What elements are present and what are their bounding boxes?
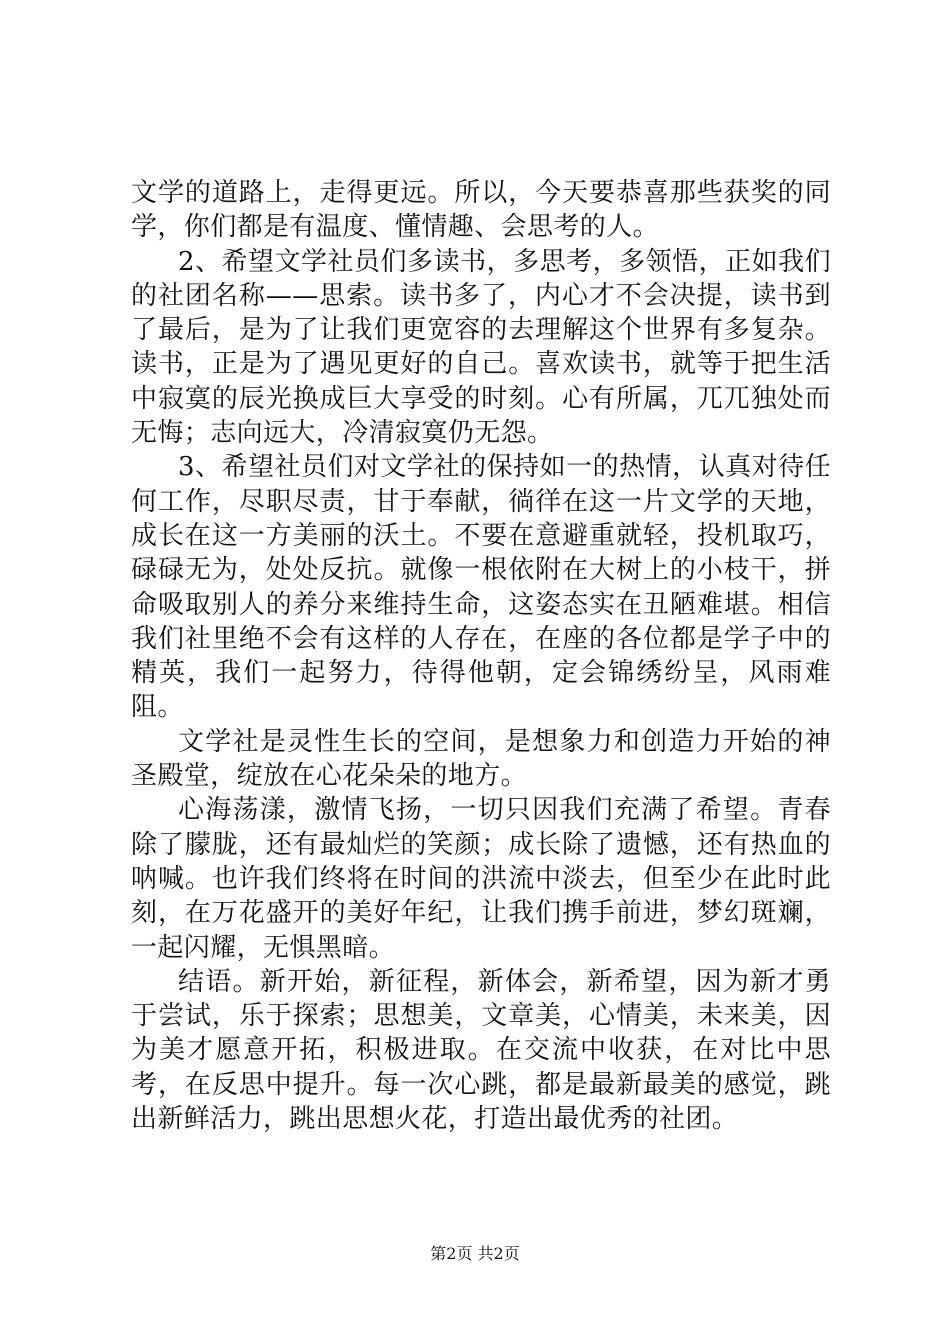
paragraph-literature-club: 文学社是灵性生长的空间，是想象力和创造力开始的神圣殿堂，绽放在心花朵朵的地方。 — [131, 726, 831, 792]
paragraph-point-2: 2、希望文学社员们多读书，多思考，多领悟，正如我们的社团名称——思索。读书多了，内心才不会决提，读书到了最后，是为了让我们更宽容的去理解这个世界有多复杂。读书，正是为了遇见更好的自己。喜欢读书，就等于把生活中寂寞的辰光换成巨大享受的时刻。心有所属，兀兀独处而无悔；志向远大，冷清寂寞仍无怨。 — [131, 246, 831, 449]
paragraph-conclusion: 结语。新开始，新征程，新体会，新希望，因为新才勇于尝试，乐于探索；思想美，文章美，心情美，未来美，因为美才愿意开拓，积极进取。在交流中收获，在对比中思考，在反思中提升。每一次心跳，都是最新最美的感觉，跳出新鲜活力，跳出思想火花，打造出最优秀的社团。 — [131, 966, 831, 1135]
page-number-footer: 第2页 共2页 — [430, 1244, 520, 1263]
paragraph-point-3: 3、希望社员们对文学社的保持如一的热情，认真对待任何工作，尽职尽责，甘于奉献，徜徉在这一片文学的天地，成长在这一方美丽的沃土。不要在意避重就轻，投机取巧，碌碌无为，处处反抗。就像一根依附在大树上的小枝干，拼命吸取别人的养分来维持生命，这姿态实在丑陋难堪。相信我们社里绝不会有这样的人存在，在座的各位都是学子中的精英，我们一起努力，待得他朝，定会锦绣纷呈，风雨难阻。 — [131, 452, 831, 723]
paragraph-hope: 心海荡漾，激情飞扬，一切只因我们充满了希望。青春除了朦胧，还有最灿烂的笑颜；成长除了遗憾，还有热血的呐喊。也许我们终将在时间的洪流中淡去，但至少在此时此刻，在万花盛开的美好年纪，让我们携手前进，梦幻斑斓，一起闪耀，无惧黑暗。 — [131, 795, 831, 963]
paragraph-continuation: 文学的道路上，走得更远。所以，今天要恭喜那些获奖的同学，你们都是有温度、懂情趣、会思考的人。 — [131, 178, 831, 243]
document-body — [131, 176, 831, 1136]
